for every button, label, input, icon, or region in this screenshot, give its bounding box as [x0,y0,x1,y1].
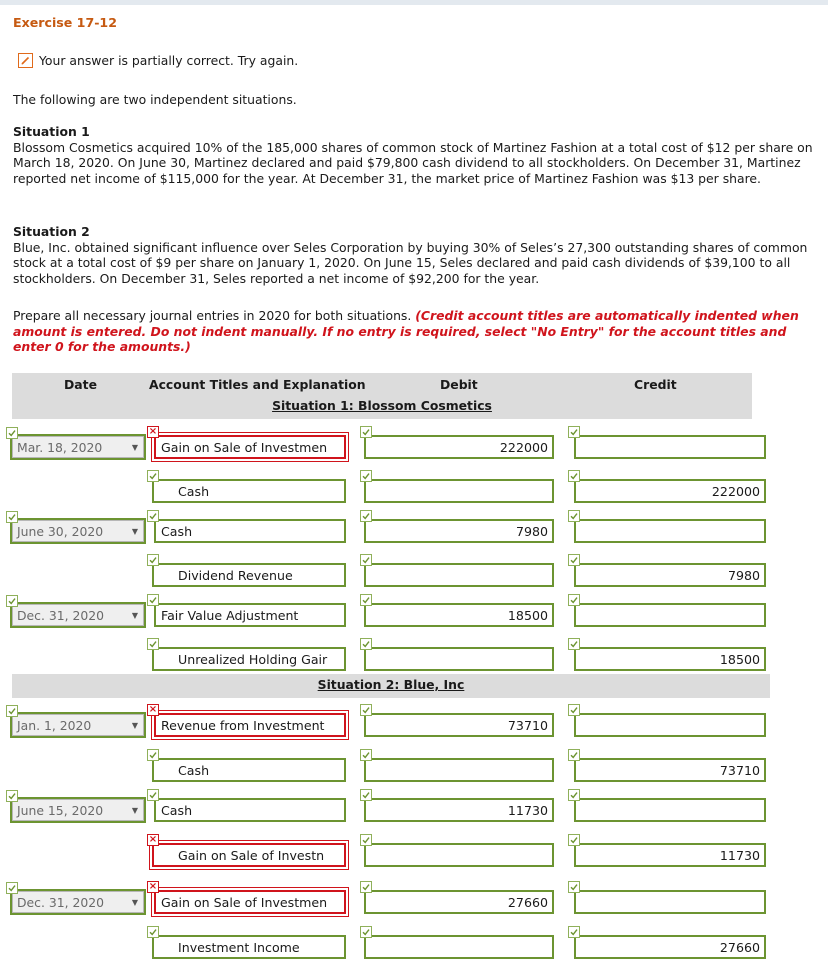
pencil-icon [18,53,33,68]
incorrect-icon: × [148,704,158,715]
header-account: Account Titles and Explanation [149,377,366,392]
situation-1-heading: Situation 1 [13,124,90,139]
account-title-input[interactable]: Cash [154,798,346,822]
correct-check-icon [360,704,372,716]
debit-input[interactable]: 7980 [364,519,554,543]
account-title-input[interactable]: Investment Income [152,935,346,959]
date-value: June 15, 2020 [17,802,104,818]
correct-check-icon [360,789,372,801]
debit-input[interactable]: 18500 [364,603,554,627]
correct-check-icon [6,882,18,894]
account-title-input[interactable]: Gain on Sale of Investmen [154,435,346,459]
correct-check-icon [147,470,159,482]
correct-check-icon [6,427,18,439]
correct-check-icon [6,511,18,523]
correct-check-icon [568,554,580,566]
date-select[interactable] [12,520,144,542]
correct-check-icon [6,790,18,802]
incorrect-icon: × [148,426,158,437]
correct-check-icon [360,426,372,438]
credit-input[interactable] [574,798,766,822]
correct-check-icon [147,789,159,801]
header-credit: Credit [634,377,677,392]
incorrect-icon: × [148,834,158,845]
header-date: Date [64,377,97,392]
debit-input[interactable]: 27660 [364,890,554,914]
account-title-input[interactable]: Revenue from Investment [154,713,346,737]
correct-check-icon [360,510,372,522]
correct-check-icon [568,704,580,716]
correct-check-icon [360,554,372,566]
credit-input[interactable]: 27660 [574,935,766,959]
correct-check-icon [360,749,372,761]
date-value: Dec. 31, 2020 [17,894,105,910]
answer-status [18,53,298,68]
header-debit: Debit [440,377,478,392]
section-2-title: Situation 2: Blue, Inc [317,677,465,692]
account-title-input[interactable]: Gain on Sale of Investn [152,843,346,867]
debit-input[interactable]: 222000 [364,435,554,459]
account-title-input[interactable]: Cash [152,479,346,503]
correct-check-icon [568,789,580,801]
correct-check-icon [568,834,580,846]
dropdown-arrow-icon: ▼ [131,805,138,815]
correct-check-icon [360,881,372,893]
journal-table-header [12,373,752,419]
situation-2-block [13,224,825,286]
dropdown-arrow-icon: ▼ [131,897,138,907]
correct-check-icon [147,926,159,938]
correct-check-icon [360,834,372,846]
account-title-input[interactable]: Cash [154,519,346,543]
debit-input[interactable] [364,843,554,867]
date-select[interactable] [12,604,144,626]
credit-input[interactable]: 11730 [574,843,766,867]
instructions-note: (Credit account titles are automatically indented when amount is entered. Do not indent manually. If no entry is required, select "No Entry" for the account titles and enter 0 for the amounts.) [13,308,799,354]
correct-check-icon [568,470,580,482]
debit-input[interactable] [364,758,554,782]
section-1-title: Situation 1: Blossom Cosmetics [272,398,492,413]
debit-input[interactable] [364,647,554,671]
exercise-title: Exercise 17-12 [13,15,117,30]
correct-check-icon [147,510,159,522]
debit-input[interactable]: 73710 [364,713,554,737]
debit-input[interactable]: 11730 [364,798,554,822]
section-2-band [12,674,770,698]
date-value: Jan. 1, 2020 [17,717,92,733]
dropdown-arrow-icon: ▼ [131,720,138,730]
correct-check-icon [568,594,580,606]
instructions-plain: Prepare all necessary journal entries in 2020 for both situations. [13,308,416,323]
correct-check-icon [360,926,372,938]
instructions [13,308,825,355]
credit-input[interactable] [574,603,766,627]
correct-check-icon [6,705,18,717]
situation-2-heading: Situation 2 [13,224,90,239]
credit-input[interactable]: 7980 [574,563,766,587]
credit-input[interactable]: 18500 [574,647,766,671]
correct-check-icon [147,554,159,566]
dropdown-arrow-icon: ▼ [131,442,138,452]
credit-input[interactable] [574,713,766,737]
correct-check-icon [360,638,372,650]
correct-check-icon [568,749,580,761]
date-select[interactable] [12,714,144,736]
account-title-input[interactable]: Unrealized Holding Gair [152,647,346,671]
dropdown-arrow-icon: ▼ [131,610,138,620]
incorrect-icon: × [148,881,158,892]
dropdown-arrow-icon: ▼ [131,526,138,536]
date-select[interactable] [12,436,144,458]
debit-input[interactable] [364,935,554,959]
correct-check-icon [147,749,159,761]
credit-input[interactable]: 73710 [574,758,766,782]
correct-check-icon [568,426,580,438]
correct-check-icon [147,638,159,650]
date-select[interactable] [12,891,144,913]
account-title-input[interactable]: Gain on Sale of Investmen [154,890,346,914]
account-title-input[interactable]: Dividend Revenue [152,563,346,587]
top-border [0,0,828,5]
correct-check-icon [6,595,18,607]
account-title-input[interactable]: Cash [152,758,346,782]
correct-check-icon [360,594,372,606]
credit-input[interactable] [574,435,766,459]
debit-input[interactable] [364,479,554,503]
debit-input[interactable] [364,563,554,587]
date-value: Dec. 31, 2020 [17,607,105,623]
credit-input[interactable] [574,519,766,543]
status-text: Your answer is partially correct. Try again. [39,53,299,68]
date-value: June 30, 2020 [17,523,104,539]
situation-1-block [13,124,825,186]
date-value: Mar. 18, 2020 [17,439,103,455]
correct-check-icon [568,510,580,522]
situation-1-text: Blossom Cosmetics acquired 10% of the 185,000 shares of common stock of Martinez Fashion at a total cost of $12 per share on March 18, 2020. On June 30, Martinez declared and paid $79,800 cash dividend to all stockholders. On December 31, Martinez reported net income of $115,000 for the year. At December 31, the market price of Martinez Fashion was $13 per share. [13,139,813,186]
intro-text: The following are two independent situations. [13,92,297,107]
correct-check-icon [568,638,580,650]
situation-2-text: Blue, Inc. obtained significant influence over Seles Corporation by buying 30% of Seles’s 27,300 outstanding shares of common stock at a total cost of $9 per share on January 1, 2020. On June 15, Seles declared and paid cash dividends of $39,100 to all stockholders. On December 31, Seles reported a net income of $92,200 for the year. [13,239,808,286]
correct-check-icon [568,926,580,938]
correct-check-icon [360,470,372,482]
correct-check-icon [147,594,159,606]
correct-check-icon [568,881,580,893]
credit-input[interactable] [574,890,766,914]
date-select[interactable] [12,799,144,821]
account-title-input[interactable]: Fair Value Adjustment [154,603,346,627]
credit-input[interactable]: 222000 [574,479,766,503]
